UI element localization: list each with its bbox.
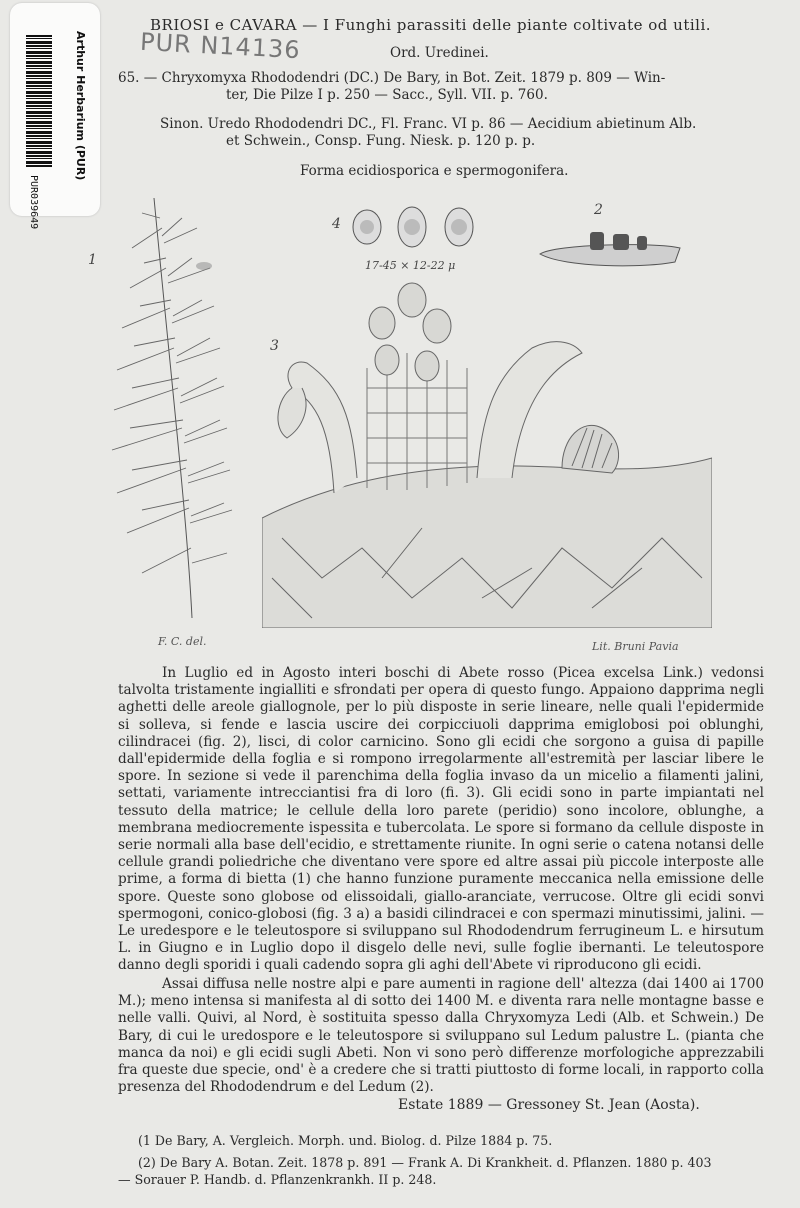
- order-title: Ord. Uredinei.: [390, 45, 489, 61]
- aecidium-section-drawing: [262, 278, 712, 628]
- barcode: [26, 35, 52, 167]
- accession-number: PUR N14136: [139, 27, 302, 65]
- barcode-code: PUR039649: [28, 175, 39, 230]
- footnote-3: — Sorauer P. Handb. d. Pflanzenkrankh. II p. 248.: [118, 1172, 437, 1187]
- forma-caption: Forma ecidiosporica e spermogonifera.: [300, 163, 569, 179]
- artist-credit: F. C. del.: [158, 635, 207, 648]
- herbarium-name: Arthur Herbarium (PUR): [74, 31, 87, 181]
- figure-number-1: 1: [88, 252, 97, 268]
- species-line-1: 65. — Chryxomyxa Rhododendri (DC.) De Bary, in Bot. Zeit. 1879 p. 809 — Win-: [118, 70, 666, 86]
- footnote-1: (1 De Bary, A. Vergleich. Morph. und. Biolog. d. Pilze 1884 p. 75.: [138, 1133, 553, 1148]
- spruce-branch-drawing: [92, 188, 242, 628]
- description-paragraph-2: Assai diffusa nelle nostre alpi e pare aumenti in ragione dell' altezza (dai 1400 ai 1700 M.); meno intensa si manifesta al di sotto dei 1400 M. e diventa rara nelle montagne basse e nelle valli. Quivi, al Nord, è sostituita spesso dalla Chryxomyza Ledi (Alb. et Schwein.) De Bary, di cui le uredospore e le teleutospore si sviluppano sul Ledum palustre L. (pianta che manca da noi) e gli ecidi sugli Abeti. Non vi sono però differenze morfologiche apprezzabili fra queste due specie, ond' è a credere che si tratti piuttosto di forme locali, in rapporto colla presenza del Rhododendrum e del Ledum (2).: [118, 976, 764, 1096]
- herbarium-label: [10, 3, 100, 230]
- spores-drawing: [345, 200, 485, 260]
- needle-drawing: [535, 222, 685, 272]
- synonym-line-2: et Schwein., Consp. Fung. Niesk. p. 120 p. p.: [226, 133, 536, 149]
- lithographer-credit: Lit. Bruni Pavia: [592, 640, 679, 653]
- collection-info: Estate 1889 — Gressoney St. Jean (Aosta).: [398, 1097, 700, 1113]
- synonym-line-1: Sinon. Uredo Rhododendri DC., Fl. Franc. VI p. 86 — Aecidium abietinum Alb.: [160, 116, 697, 132]
- page-header: BRIOSI e CAVARA — I Funghi parassiti delle piante coltivate od utili.: [150, 16, 712, 34]
- species-line-2: ter, Die Pilze I p. 250 — Sacc., Syll. VII. p. 760.: [226, 87, 548, 103]
- footnote-2: (2) De Bary A. Botan. Zeit. 1878 p. 891 — Frank A. Di Krankheit. d. Pflanzen. 1880 p. 403: [138, 1155, 712, 1170]
- spore-measurement: 17-45 × 12-22 μ: [365, 259, 456, 272]
- figure-number-3: 3: [270, 338, 279, 354]
- figure-number-2: 2: [594, 202, 603, 218]
- figure-number-4: 4: [332, 216, 341, 232]
- description-paragraph-1: In Luglio ed in Agosto interi boschi di Abete rosso (Picea excelsa Link.) vedonsi talvolta tristamente ingialliti e sfrondati per opera di questo fungo. Appaiono dapprima negli aghetti delle areole giallognole, per lo più disposte in serie lineare, nelle quali l'epidermide si solleva, si fende e lascia uscire dei corpicciuoli dapprima emiglobosi poi oblunghi, cilindracei (fig. 2), lisci, di color carnicino. Sono gli ecidi che sorgono a guisa di papille dall'epidermide della foglia e si rompono irregolarmente all'estremità per lasciar libere le spore. In sezione si vede il parenchima della foglia invaso da un micelio a filamenti jalini, settati, variamente intrecciantisi fra di loro (fi. 3). Gli ecidi sono in parte impiantati nel tessuto della matrice; le cellule della loro parete (peridio) sono incolore, oblunghe, a membrana mediocremente ispessita e tubercolata. Le spore si formano da cellule disposte in serie normali alla base dell'ecidio, e strettamente riunite. In ogni serie o catena notansi delle cellule grandi poliedriche che diventano vere spore ed altre assai più piccole interposte alle prime, a forma di bietta (1) che hanno funzione puramente meccanica nella emissione delle spore. Queste sono globose od elissoidali, giallo-aranciate, verrucose. Oltre gli ecidi sonvi spermogoni, conico-globosi (fig. 3 a) a basidi cilindracei e con spermazi minutissimi, jalini. — Le uredespore e le teleutospore si sviluppano sul Rhododendrum ferrugineum L. e hirsutum L. in Giugno e in Luglio dopo il disgelo delle nevi, sulle foglie ibernanti. Le teleutospore danno degli sporidi i quali cadendo sopra gli aghi dell'Abete vi riproducono gli ecidi.: [118, 665, 764, 974]
